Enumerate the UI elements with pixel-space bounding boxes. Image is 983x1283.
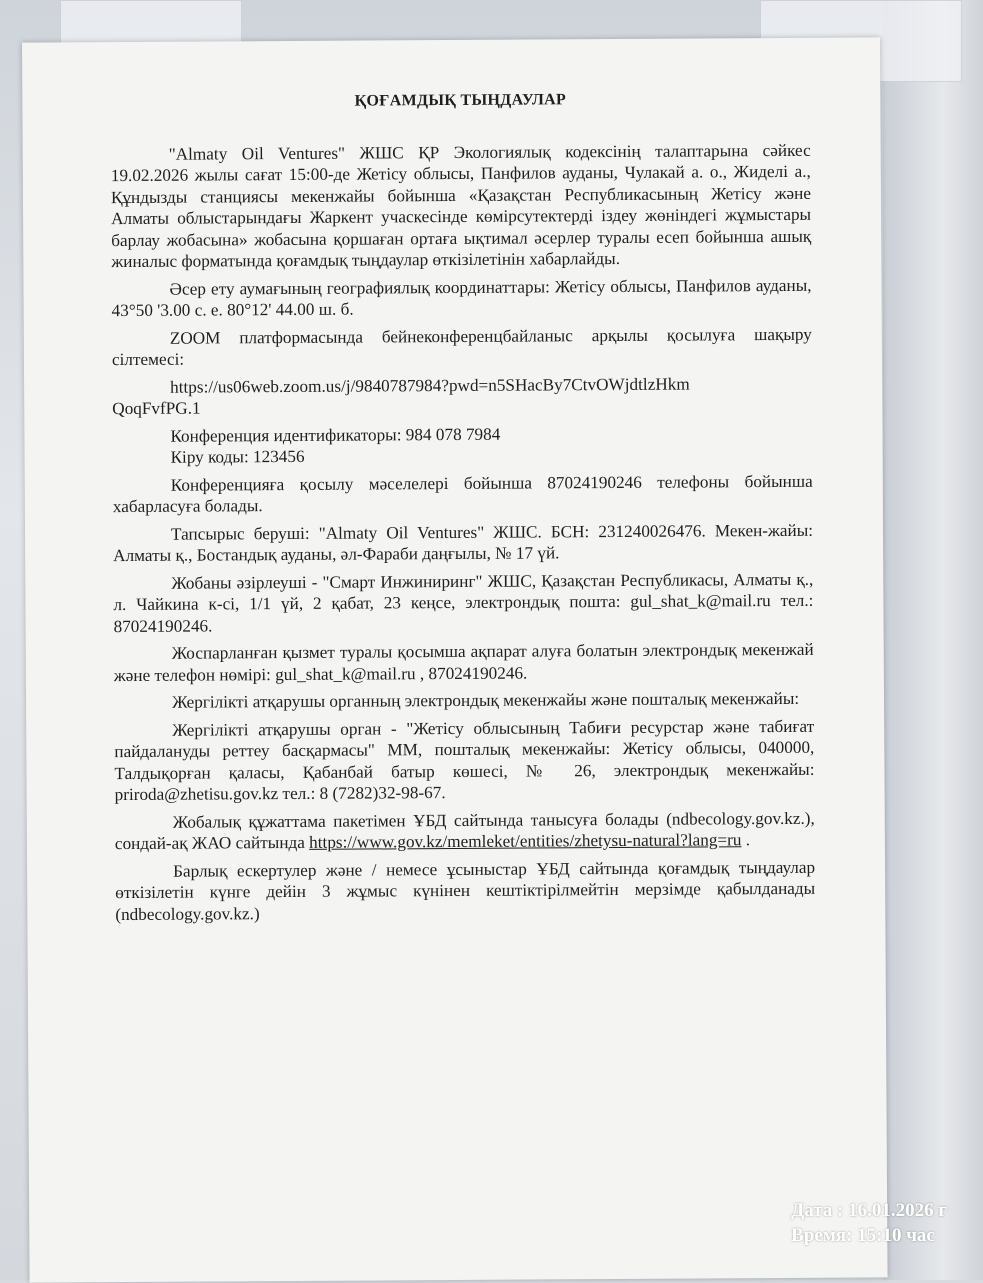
date-stamp: Дата : 16.01.2026 г [791,1200,947,1221]
coordinates-paragraph: Әсер ету аумағының географиялық координаттары: Жетісу облысы, Панфилов ауданы, 43°50 '3.00 с. е. 80°12' 44.00 ш. б. [111,275,812,321]
docs-end: . [741,830,751,850]
conference-id: Конференция идентификаторы: 984 078 7984 [170,424,501,446]
docs-link: https://www.gov.kz/memleket/entities/zhetysu-natural?lang=ru [309,830,742,852]
developer-paragraph: Жобаны әзірлеуші - "Смарт Инжиниринг" ЖШС, Қазақстан Республикасы, Алматы қ., л. Чайкина к-сі, 1/1 үй, 2 қабат, 23 кеңсе, электрондық пошта: gul_shat_k@mail.ru тел.: 87024190246. [113,569,814,636]
notice-title: ҚОҒАМДЫҚ ТЫҢДАУЛАР [354,91,567,110]
adjacent-sheet-edge [883,0,983,1280]
local-body-heading: Жергілікті атқарушы органның электрондық мекенжайы және пошталық мекенжайы: [171,688,800,712]
docs-paragraph [115,807,815,854]
zoom-link-line2: QoqFvfPG.1 [112,398,201,419]
additional-info-paragraph: Жоспарланған қызмет туралы қосымша ақпарат алуға болатын электрондық мекенжай және телефон нөмірі: gul_shat_k@mail.ru , 87024190246. [113,639,814,685]
comments-paragraph: Барлық ескертулер және / немесе ұсыныстар ҰБД сайтында қоғамдық тыңдаулар өткізілетін күнге дейін 3 жұмыс күнінен кештіктірілмейтін мерзімде қабылданады (ndbecology.gov.kz.) [115,857,816,924]
docs-text: Жобалық құжаттама пакетімен ҰБД сайтында танысуға болады (ndbecology.gov.kz.), сондай-ақ ЖАО сайтында [114,808,815,854]
local-body-paragraph: Жергілікті атқарушы орган - "Жетісу облысының Табиғи ресурстар және табиғат пайдалануды реттеу басқармасы" ММ, пошталық мекенжайы: Жетісу облысы, 040000, Талдықорған қаласы, Қабанбай батыр көшесі, № 26, электрондық мекенжайы: priroda@zhetisu.gov.kz тел.: 8 (7282)32-98-67. [114,716,815,805]
customer-paragraph: Тапсырыс беруші: "Almaty Oil Ventures" ЖШС. БСН: 231240026476. Мекен-жайы: Алматы қ., Бостандық ауданы, әл-Фараби даңғылы, № 17 үй. [113,520,814,566]
support-paragraph: Конференцияға қосылу мәселелері бойынша 87024190246 телефоны бойынша хабарласуға болады. [112,471,813,517]
photo-timestamp [791,1198,947,1248]
intro-paragraph: "Almaty Oil Ventures" ЖШС ҚР Экологиялық кодексінің талаптарына сәйкес 19.02.2026 жылы сағат 15:00-де Жетісу облысы, Панфилов ауданы, Чулакай а. о., Жиделі а., Құндызды станциясы мекенжайы бойынша «Қазақстан Республикасының Жетісу және Алматы облыстарындағы Жаркент учаскесінде көмірсутектерді іздеу жөніндегі жұмыстары барлау жобасына» жобасына қоршаған ортаға ықтимал әсерлер туралы есеп бойынша ашық жиналыс форматында қоғамдық тыңдаулар өткізілетінін хабарлайды. [110,140,812,272]
time-stamp: Время: 15:10 час [791,1225,935,1246]
notice-body [110,88,815,931]
zoom-link-line1: https://us06web.zoom.us/j/9840787984?pwd=n5SHacBy7CtvOWjdtlzHkm [170,374,690,397]
access-code: Кіру коды: 123456 [170,446,305,467]
zoom-intro-paragraph: ZOOM платформасында бейнеконференцбайланыс арқылы қосылуға шақыру сілтемесі: [111,324,812,370]
paper-notice [22,37,888,1282]
